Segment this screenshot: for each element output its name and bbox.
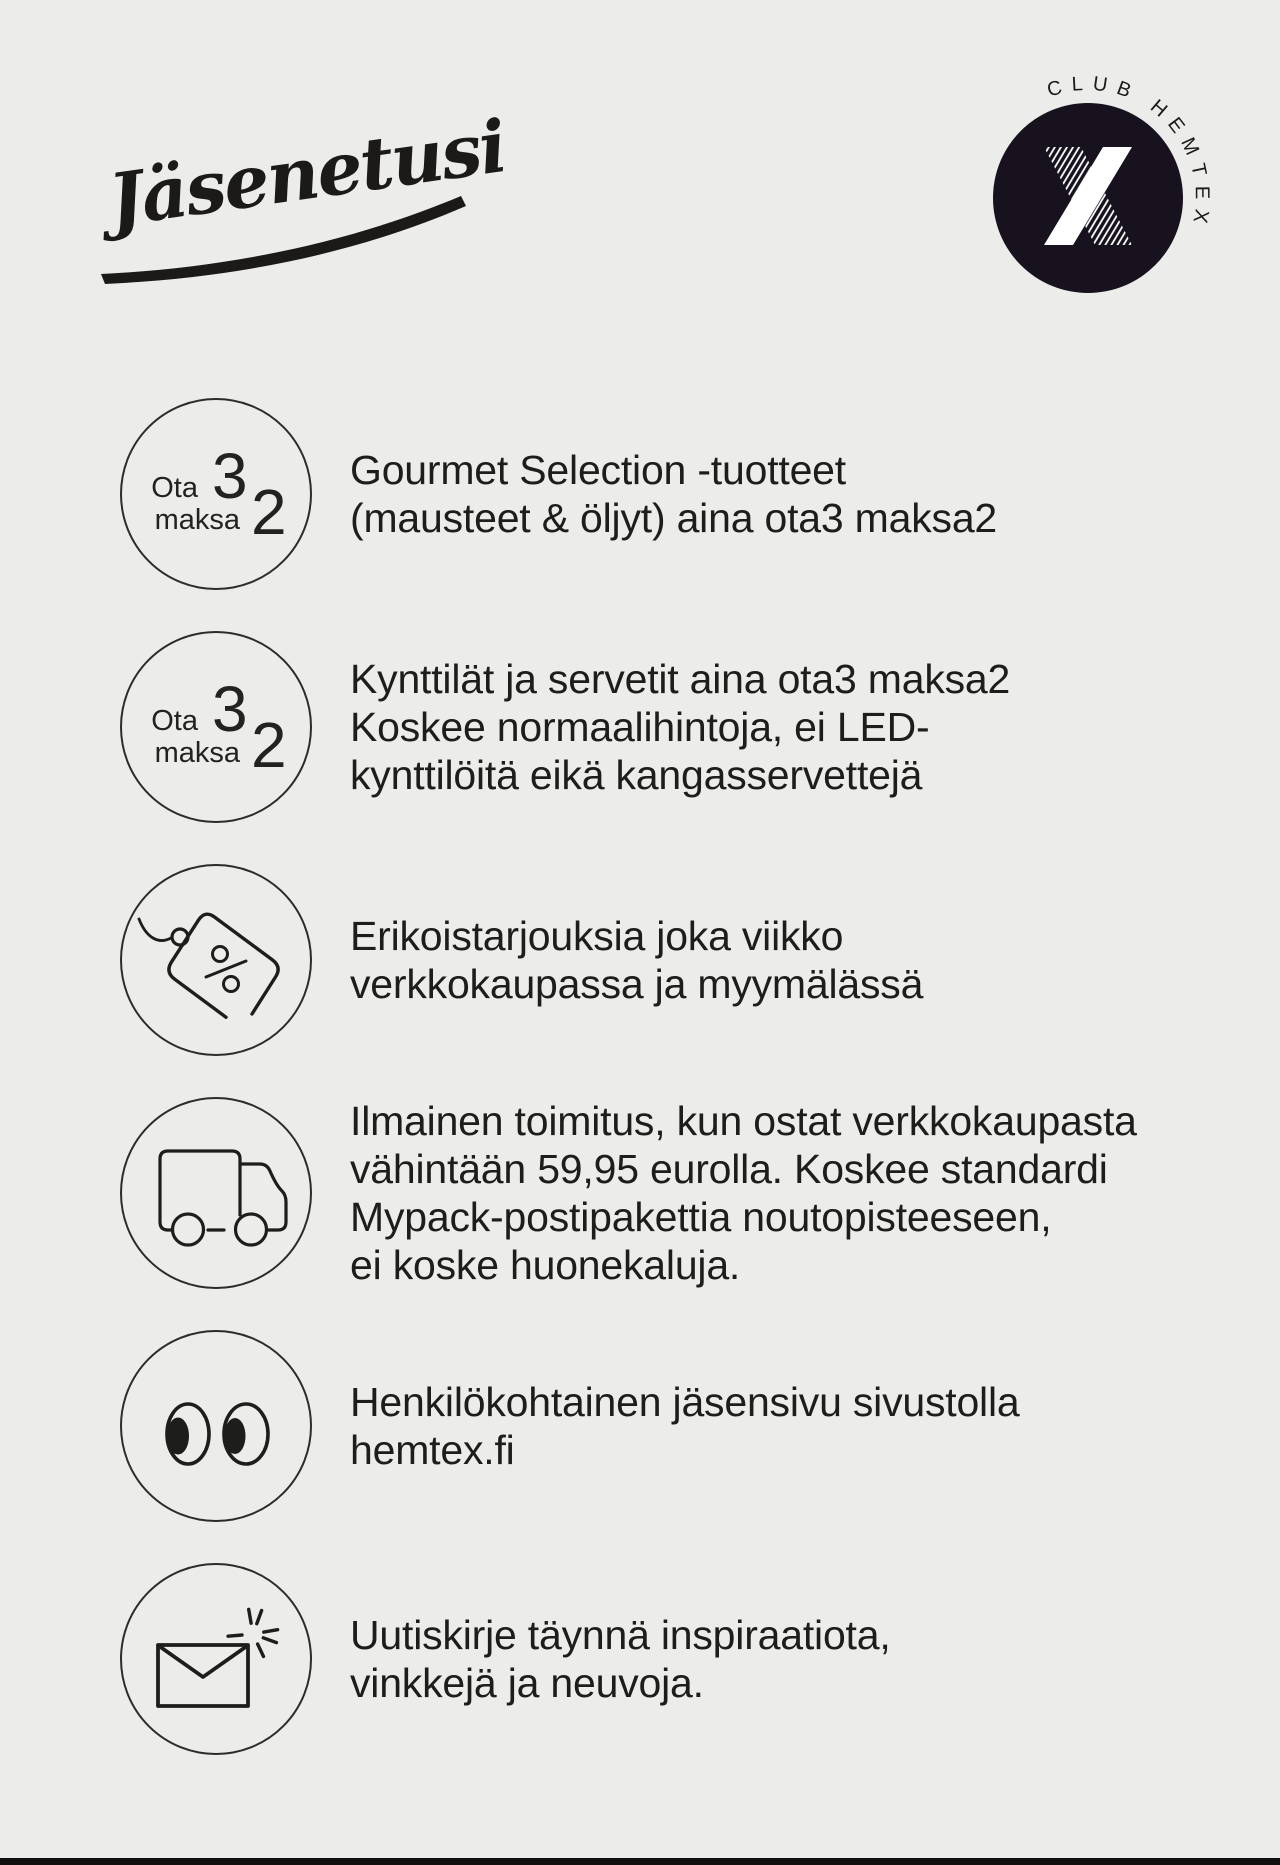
envelope-newsletter-icon bbox=[120, 1563, 312, 1755]
benefit-line: ei koske huonekaluja. bbox=[350, 1242, 741, 1288]
benefit-list bbox=[120, 398, 1280, 1796]
benefit-line: Uutiskirje täynnä inspiraatiota, bbox=[350, 1612, 891, 1658]
badge-pay-label: maksa bbox=[154, 737, 240, 769]
badge-take-label: Ota bbox=[151, 472, 198, 504]
benefit-line: hemtex.fi bbox=[350, 1427, 515, 1473]
price-tag-percent-icon bbox=[120, 864, 312, 1056]
benefit-text bbox=[350, 655, 1010, 799]
benefit-row-member-page bbox=[120, 1330, 1280, 1522]
badge-take-label: Ota bbox=[151, 705, 198, 737]
benefit-line: vinkkejä ja neuvoja. bbox=[350, 1660, 704, 1706]
bottom-edge-strip bbox=[0, 1858, 1280, 1865]
envelope-drawing bbox=[120, 1563, 312, 1755]
eyes-icon bbox=[120, 1330, 312, 1522]
benefit-text bbox=[350, 446, 997, 542]
benefit-line: Mypack-postipakettia noutopisteeseen, bbox=[350, 1194, 1052, 1240]
ota3-maksa2-badge bbox=[120, 631, 312, 823]
benefit-text bbox=[350, 912, 923, 1008]
header bbox=[0, 0, 1280, 398]
benefit-line: Ilmainen toimitus, kun ostat verkkokaupasta bbox=[350, 1098, 1137, 1144]
benefit-line: Gourmet Selection -tuotteet bbox=[350, 447, 846, 493]
delivery-truck-drawing bbox=[120, 1097, 312, 1289]
benefit-text bbox=[350, 1611, 891, 1707]
badge-pay-label: maksa bbox=[154, 504, 240, 536]
benefit-line: (mausteet & öljyt) aina ota3 maksa2 bbox=[350, 495, 998, 541]
badge-take-value: 3 bbox=[212, 673, 248, 745]
benefit-text bbox=[350, 1378, 1019, 1474]
badge-take-value: 3 bbox=[212, 440, 248, 512]
badge-pay-value: 2 bbox=[251, 476, 287, 548]
delivery-truck-icon bbox=[120, 1097, 312, 1289]
benefit-line: Kynttilät ja servetit aina ota3 maksa2 bbox=[350, 656, 1011, 702]
eyes-drawing bbox=[120, 1330, 312, 1522]
benefit-row-delivery bbox=[120, 1097, 1280, 1289]
benefit-row-newsletter bbox=[120, 1563, 1280, 1755]
benefit-line: Henkilökohtainen jäsensivu sivustolla bbox=[350, 1379, 1020, 1425]
benefit-row-candles bbox=[120, 631, 1280, 823]
benefit-line: kynttilöitä eikä kangasservettejä bbox=[350, 752, 923, 798]
logo-arc-text: CLUB HEMTEX bbox=[1044, 72, 1214, 234]
page-title: Jäsenetusi bbox=[103, 103, 511, 243]
benefit-line: vähintään 59,95 eurolla. Koskee standardi bbox=[350, 1146, 1108, 1192]
benefit-row-offers bbox=[120, 864, 1280, 1056]
price-tag-drawing bbox=[120, 864, 312, 1056]
benefit-line: Erikoistarjouksia joka viikko bbox=[350, 913, 844, 959]
club-hemtex-logo bbox=[950, 25, 1280, 355]
ota3-maksa2-badge bbox=[120, 398, 312, 590]
benefit-text bbox=[350, 1097, 1137, 1289]
benefit-line: verkkokaupassa ja myymälässä bbox=[350, 961, 924, 1007]
benefit-line: Koskee normaalihintoja, ei LED- bbox=[350, 704, 930, 750]
page-title-script bbox=[85, 78, 565, 313]
benefit-row-gourmet bbox=[120, 398, 1280, 590]
badge-pay-value: 2 bbox=[251, 709, 287, 781]
